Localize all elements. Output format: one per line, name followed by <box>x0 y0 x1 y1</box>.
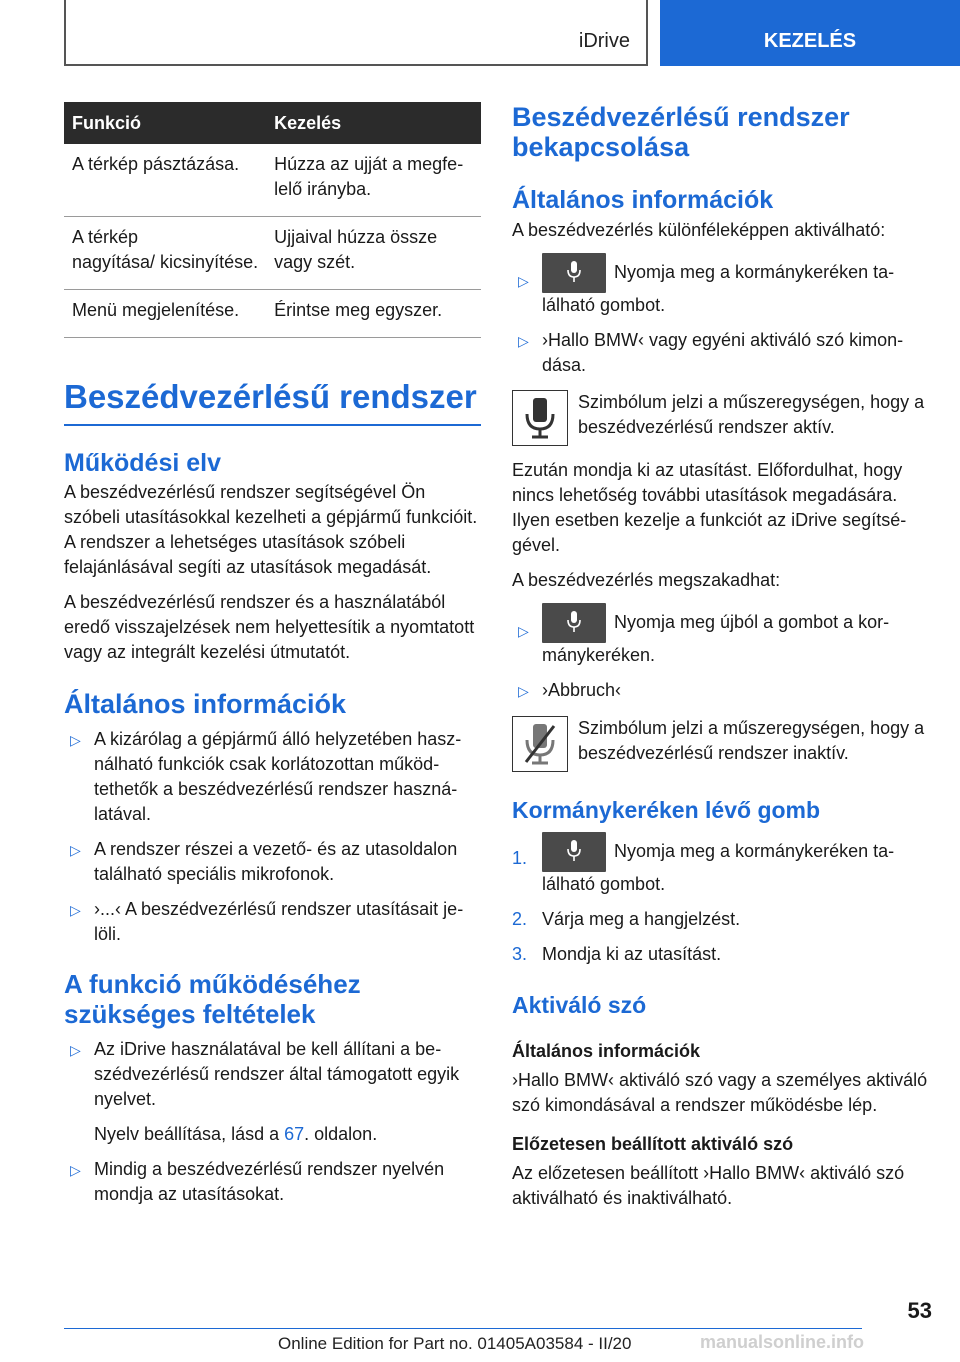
list-item <box>64 1037 481 1147</box>
list-item: ▷ ›Abbruch‹ <box>512 678 932 704</box>
general-heading: Általános információk <box>64 689 347 719</box>
list-item: ▷ ›...‹ A beszédvezérlésű rendszer utasításait jelöli. <box>64 897 481 947</box>
list-item: ▷ A kizárólag a gépjármű álló helyzetében használható funkciók csak korlátozottan működtethetők a beszédvezérlésű rendszer használatával. <box>64 727 481 827</box>
list-item: 3. Mondja ki az utasítást. <box>512 944 722 964</box>
list-item: 1. Nyomja meg a kormánykeréken található gombot. <box>512 832 932 897</box>
table-cell: Érintse meg egyszer. <box>266 290 481 338</box>
activate-intro: A beszédvezérlés különféleképpen aktiválható: <box>512 220 886 240</box>
list-item: 2. Várja meg a hangjelzést. <box>512 909 741 929</box>
microphone-icon <box>542 603 606 643</box>
header-chapter: KEZELÉS <box>660 0 960 66</box>
footer-edition: Online Edition for Part no. 01405A03584 - II/20 <box>278 1334 632 1353</box>
interrupt-intro: A beszédvezérlés megszakadhat: <box>512 570 781 590</box>
symbol-active-row <box>512 390 932 446</box>
footer-watermark: manualsonline.info <box>700 1332 865 1352</box>
triangle-right-icon: ▷ <box>70 902 81 918</box>
triangle-right-icon: ▷ <box>70 842 81 858</box>
microphone-icon <box>542 832 606 872</box>
principle-paragraph-1: A beszédvezérlésű rendszer segítségével Ön szóbeli utasításokkal kezelheti a gépjármű funkcióit. A rendszer a lehetséges utasítások szóbeli felajánlásával segíti az utasítások megadását. <box>64 482 478 577</box>
table-cell: Ujjaival húzza össze vagy szét. <box>266 217 481 290</box>
table-row <box>64 290 481 338</box>
function-table <box>64 102 481 338</box>
requirement-text: Az iDrive használatával be kell állítani a beszédvezérlésű rendszer által támogatott egyik nyelvet. <box>94 1039 460 1109</box>
preset-paragraph: Az előzetesen beállított ›Hallo BMW‹ aktiváló szó aktiválható és inaktiválható. <box>512 1163 905 1208</box>
page-link[interactable]: 67 <box>284 1124 305 1144</box>
principle-heading: Működési elv <box>64 449 221 477</box>
microphone-icon <box>542 253 606 293</box>
left-column <box>64 102 481 1207</box>
page-number: 53 <box>907 1298 932 1323</box>
wake-paragraph: ›Hallo BMW‹ aktiváló szó vagy a személyes aktiváló szó kimondásával a rendszer működésbe lép. <box>512 1070 928 1115</box>
header-section: iDrive <box>578 30 630 52</box>
symbol-inactive-text: Szimbólum jelzi a műszeregységen, hogy a beszédvezérlésű rendszer inaktív. <box>578 718 925 763</box>
right-column <box>512 102 932 1211</box>
table-header-row <box>64 102 481 144</box>
table-cell: Menü megjelenítése. <box>64 290 266 338</box>
wheel-button-heading: Kormánykeréken lévő gomb <box>512 797 821 823</box>
footer-divider <box>64 1328 862 1329</box>
triangle-right-icon: ▷ <box>518 683 529 699</box>
wake-word-heading: Aktiváló szó <box>512 992 647 1018</box>
after-text: Ezután mondja ki az utasítást. Előfordulhat, hogy nincs lehetőség további utasítások megadására. Ilyen esetben kezelje a funkciót az iDrive segítségével. <box>512 460 907 555</box>
triangle-right-icon: ▷ <box>518 333 529 349</box>
wake-general-heading: Általános információk <box>512 1041 701 1061</box>
triangle-right-icon: ▷ <box>70 732 81 748</box>
requirements-heading: A funkció működéséhez szükséges feltételek <box>64 969 361 1029</box>
triangle-right-icon: ▷ <box>518 623 529 639</box>
list-item: ▷ Nyomja meg újból a gombot a kormánykeréken. <box>512 603 932 668</box>
principle-paragraph-2: A beszédvezérlésű rendszer és a használatából eredő visszajelzések nem helyettesítik a nyomtatott vagy az integrált kezelési útmutatót. <box>64 592 475 662</box>
activate-heading: Beszédvezérlésű rendszer bekapcsolása <box>512 102 850 162</box>
symbol-active-text: Szimbólum jelzi a műszeregységen, hogy a beszédvezérlésű rendszer aktív. <box>578 392 925 437</box>
header-frame <box>64 0 648 66</box>
triangle-right-icon: ▷ <box>70 1042 81 1058</box>
microphone-muted-icon <box>512 716 568 772</box>
preset-heading: Előzetesen beállított aktiváló szó <box>512 1134 794 1154</box>
list-item: ▷ A rendszer részei a vezető- és az utasoldalon található speciális mikrofonok. <box>64 837 481 887</box>
section-title: Beszédvezérlésű rendszer <box>64 378 481 426</box>
triangle-right-icon: ▷ <box>518 273 529 289</box>
microphone-active-icon <box>512 390 568 446</box>
table-header-operation: Kezelés <box>266 102 481 144</box>
list-item: ▷ ›Hallo BMW‹ vagy egyéni aktiváló szó kimondása. <box>512 328 932 378</box>
symbol-inactive-row <box>512 716 932 772</box>
table-cell: A térkép nagyítása/ kicsinyítése. <box>64 217 266 290</box>
table-header-function: Funkció <box>64 102 266 144</box>
list-item: ▷ Mindig a beszédvezérlésű rendszer nyelvén mondja az utasításokat. <box>64 1157 481 1207</box>
language-note: Nyelv beállítása, lásd a 67. oldalon. <box>94 1124 378 1144</box>
triangle-right-icon: ▷ <box>70 1162 81 1178</box>
table-row <box>64 144 481 217</box>
table-cell: Húzza az ujját a megfelelő irányba. <box>266 144 481 217</box>
general-heading: Általános információk <box>512 186 774 214</box>
list-item: ▷ Nyomja meg a kormánykeréken található gombot. <box>512 253 932 318</box>
table-row <box>64 217 481 290</box>
table-cell: A térkép pásztázása. <box>64 144 266 217</box>
